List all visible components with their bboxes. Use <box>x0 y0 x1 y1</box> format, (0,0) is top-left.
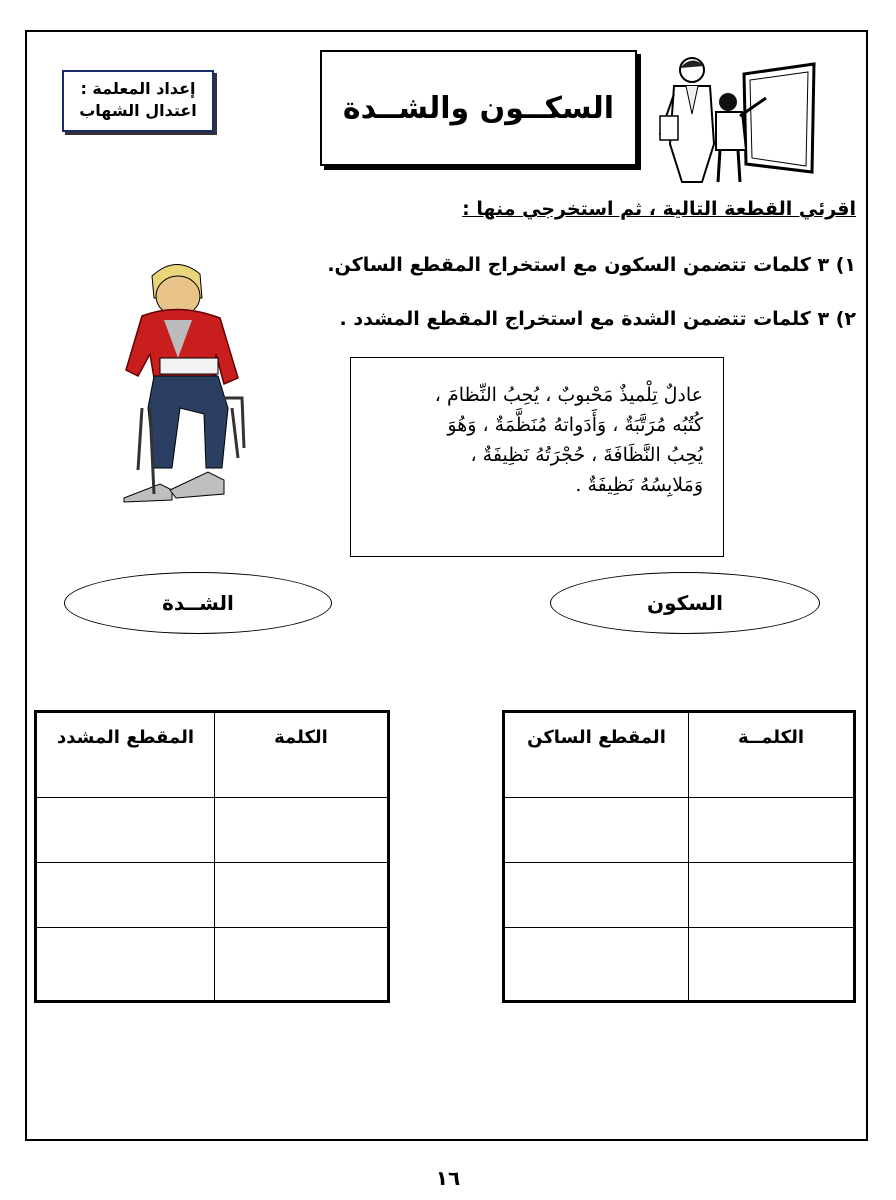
table-row <box>504 863 855 928</box>
sukun-oval-label <box>550 572 820 634</box>
answer-cell[interactable] <box>689 798 855 863</box>
answer-cell[interactable] <box>215 863 389 928</box>
table-row <box>36 863 389 928</box>
answer-cell[interactable] <box>36 798 215 863</box>
shadda-table <box>34 710 390 1003</box>
instruction-item-2: ٢) ٣ كلمات تتضمن الشدة مع استخراج المقطع المشدد . <box>339 308 856 330</box>
table-header-row <box>36 712 389 798</box>
teacher-credit-label: إعداد المعلمة : <box>80 79 196 98</box>
reading-student-icon <box>120 258 248 503</box>
instruction-item-1: ١) ٣ كلمات تتضمن السكون مع استخراج المقطع الساكن. <box>327 254 856 276</box>
answer-cell[interactable] <box>504 928 689 1002</box>
passage-line: عادلٌ تِلْميذٌ مَحْبوبٌ ، يُحِبُ النِّظامَ ، <box>434 384 703 406</box>
answer-cell[interactable] <box>504 863 689 928</box>
sukun-heading: السكون <box>647 591 723 615</box>
answer-cell[interactable] <box>689 863 855 928</box>
answer-cell[interactable] <box>215 798 389 863</box>
column-header-syllable: المقطع المشدد <box>36 712 215 798</box>
table-row <box>504 928 855 1002</box>
passage-line: وَمَلابِسُهُ نَظِيفَةٌ . <box>575 474 703 496</box>
answer-cell[interactable] <box>215 928 389 1002</box>
table-header-row <box>504 712 855 798</box>
instructions-intro: اقرئي القطعة التالية ، ثم استخرجي منها : <box>462 198 856 220</box>
table-row <box>36 798 389 863</box>
table-row <box>504 798 855 863</box>
passage-line: يُحِبُ النَّظَافَةَ ، حُجْرَتُهُ نَظِيفَةٌ ، <box>470 444 703 466</box>
shadda-heading: الشــدة <box>162 591 234 615</box>
sukun-table <box>502 710 856 1003</box>
column-header-syllable: المقطع الساكن <box>504 712 689 798</box>
teacher-name: اعتدال الشهاب <box>79 101 197 120</box>
answer-cell[interactable] <box>36 863 215 928</box>
passage-line: كُتُبُه مُرَتَّبَةٌ ، وَأَدَواتهُ مُنَظَّمَةٌ ، وَهُوَ <box>447 414 703 436</box>
table-row <box>36 928 389 1002</box>
reading-passage <box>350 357 724 557</box>
shadda-oval-label <box>64 572 332 634</box>
answer-cell[interactable] <box>689 928 855 1002</box>
page-number: ١٦ <box>435 1166 461 1190</box>
teacher-at-board-icon <box>652 54 822 184</box>
answer-cell[interactable] <box>504 798 689 863</box>
column-header-word: الكلمة <box>215 712 389 798</box>
teacher-credit-box <box>62 70 214 132</box>
page-title: السكــون والشــدة <box>342 90 615 126</box>
answer-cell[interactable] <box>36 928 215 1002</box>
column-header-word: الكلمــة <box>689 712 855 798</box>
page-title-box <box>320 50 637 166</box>
